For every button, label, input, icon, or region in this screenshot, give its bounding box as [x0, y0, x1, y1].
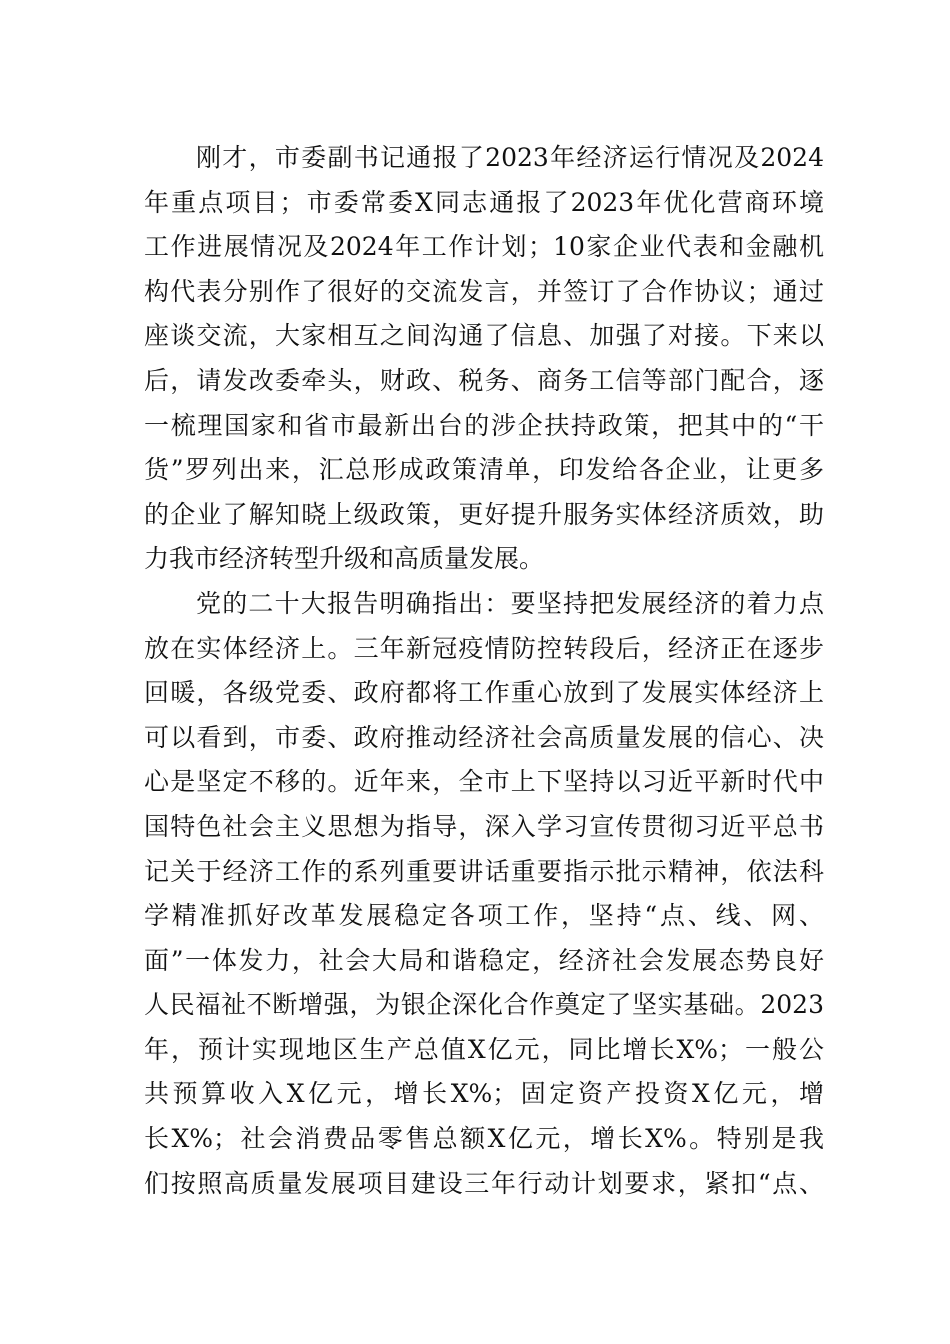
text-line: 面”一体发力，社会大局和谐稳定，经济社会发展态势良好: [144, 945, 824, 975]
text-line: 力我市经济转型升级和高质量发展。: [144, 544, 545, 574]
text-line: 国特色社会主义思想为指导，深入学习宣传贯彻习近平总书: [144, 811, 824, 841]
text-line: 构代表分别作了很好的交流发言，并签订了合作协议；通过: [144, 276, 824, 306]
text-line: 们按照高质量发展项目建设三年行动计划要求，紧扣“点、: [144, 1168, 824, 1198]
body-text: [144, 136, 824, 1206]
paragraph-2: [144, 582, 824, 1206]
text-line: 放在实体经济上。三年新冠疫情防控转段后，经济正在逐步: [144, 633, 824, 663]
text-line: 人民福祉不断增强，为银企深化合作奠定了坚实基础。2023: [144, 990, 824, 1020]
text-line: 长X%；社会消费品零售总额X亿元，增长X%。特别是我: [144, 1124, 824, 1154]
text-line: 回暖，各级党委、政府都将工作重心放到了发展实体经济上: [144, 678, 824, 708]
text-line: 的企业了解知晓上级政策，更好提升服务实体经济质效，助: [144, 499, 824, 529]
text-line: 座谈交流，大家相互之间沟通了信息、加强了对接。下来以: [144, 321, 824, 351]
text-line: 党的二十大报告明确指出：要坚持把发展经济的着力点: [196, 588, 824, 618]
text-line: 心是坚定不移的。近年来，全市上下坚持以习近平新时代中: [144, 767, 824, 797]
text-line: 后，请发改委牵头，财政、税务、商务工信等部门配合，逐: [144, 365, 824, 395]
text-line: 学精准抓好改革发展稳定各项工作，坚持“点、线、网、: [144, 901, 824, 931]
text-line: 一梳理国家和省市最新出台的涉企扶持政策，把其中的“干: [144, 410, 824, 440]
paragraph-1: [144, 136, 824, 582]
text-line: 刚才，市委副书记通报了2023年经济运行情况及2024: [196, 143, 824, 172]
text-line: 货”罗列出来，汇总形成政策清单，印发给各企业，让更多: [144, 455, 824, 485]
text-line: 工作进展情况及2024年工作计划；10家企业代表和金融机: [144, 232, 824, 262]
text-line: 年重点项目；市委常委X同志通报了2023年优化营商环境: [144, 187, 824, 217]
text-line: 共预算收入X亿元，增长X%；固定资产投资X亿元，增: [144, 1079, 824, 1109]
text-line: 年，预计实现地区生产总值X亿元，同比增长X%；一般公: [144, 1034, 824, 1064]
text-line: 可以看到，市委、政府推动经济社会高质量发展的信心、决: [144, 722, 824, 752]
text-line: 记关于经济工作的系列重要讲话重要指示批示精神，依法科: [144, 856, 824, 886]
